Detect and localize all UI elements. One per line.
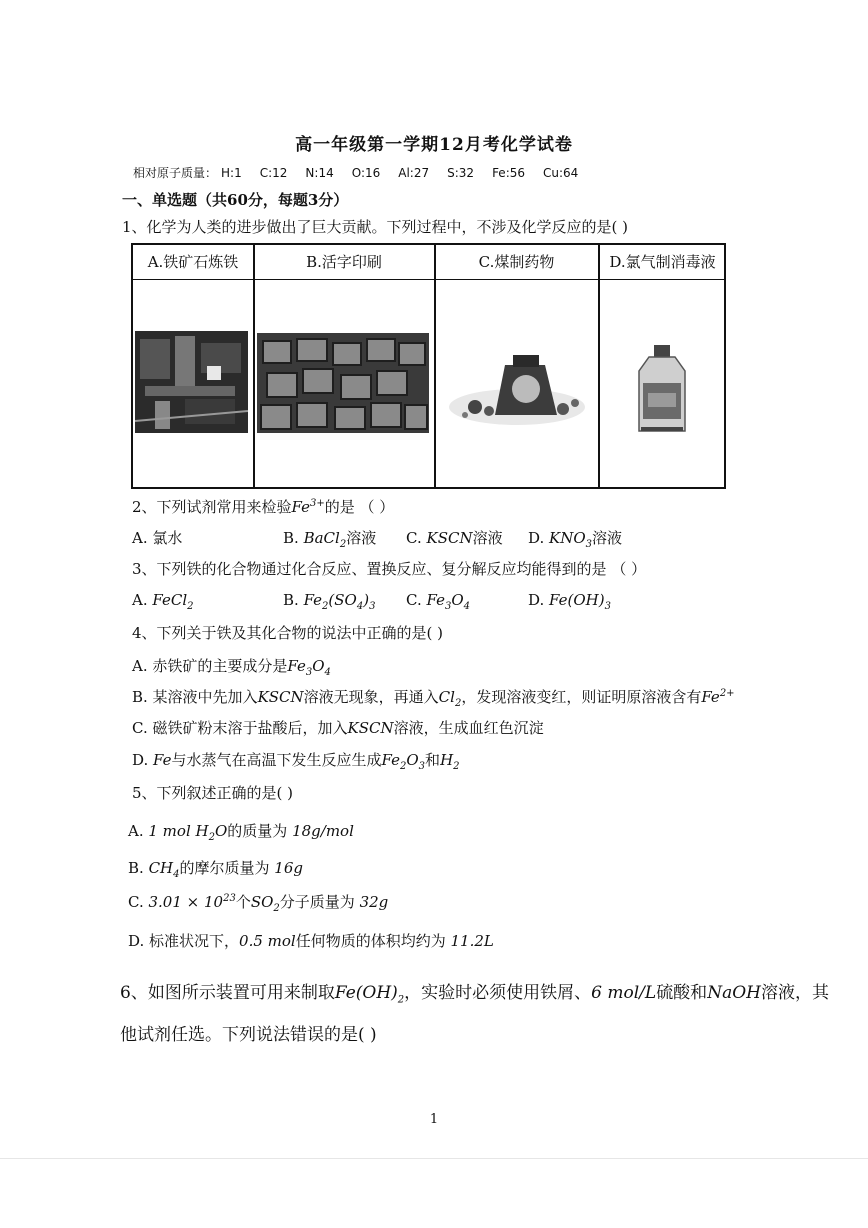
formula: Fe [153,751,172,769]
option-b [132,686,735,709]
option-label: C. [128,893,149,911]
option-text: 分子质量为 [279,893,360,911]
formula: NaOH [707,983,761,1003]
formula: Fe [701,688,720,706]
option-b [283,591,375,612]
formula: Fe [303,591,323,609]
formula: 3.01 × 10 [148,893,224,911]
option-c [406,527,503,548]
formula: CH [148,859,174,877]
option-c [406,591,470,612]
formula: KNO [549,529,586,547]
subscript: 2 [322,601,329,612]
atomic-label: 相对原子质量： [133,166,218,180]
option-b-header: B.活字印刷 [306,253,382,271]
formula: KSCN [347,719,394,737]
subscript: 3 [369,601,376,612]
formula: 32g [359,893,389,911]
question-1-table [131,243,726,489]
formula: KSCN [426,529,473,547]
formula: KSCN [257,688,304,706]
formula: 6 mol/L [591,983,657,1003]
option-label: A. [128,822,149,840]
table-divider [434,245,436,487]
option-a [132,591,194,612]
formula: O [451,591,464,609]
option-text: 溶液 [592,529,623,547]
subscript: 2 [208,832,215,843]
page-number: 1 [429,1112,439,1127]
coal-medicine-image [445,345,590,435]
subscript: 2 [273,903,280,914]
subscript: 3 [604,601,611,612]
atomic-mass: Cu:64 [543,166,579,180]
charge: 2+ [719,688,735,699]
atomic-mass: C:12 [259,166,288,180]
exponent: 23 [223,893,236,904]
option-c-header: C.煤制药物 [478,253,555,271]
formula: O [214,822,228,840]
option-label: B. [128,859,149,877]
option-label: B. [283,591,304,609]
option-d-header: D.氯气制消毒液 [609,253,716,271]
option-b [283,527,376,550]
option-d [528,527,622,550]
subscript: 3 [444,601,452,612]
subscript: 2 [339,539,347,550]
subscript: 2 [187,601,194,612]
option-label: D. [132,751,154,769]
option-text: 与水蒸气在高温下发生反应生成 [171,751,382,769]
option-text: D. 标准状况下， [128,932,240,950]
stem-text: ，实验时必须使用铁屑、 [404,983,592,1003]
option-label: C. [406,529,427,547]
atomic-mass: Al:27 [398,166,430,180]
formula: Fe [287,657,306,675]
exam-title: 高一年级第一学期12月考化学试卷 [295,135,573,155]
option-text: 任何物质的体积均约为 [295,932,451,950]
option-text: A. 赤铁矿的主要成分是 [132,657,288,675]
subscript: 4 [356,601,364,612]
atomic-mass: H:1 [221,166,242,180]
subscript: 2 [454,698,462,709]
subscript: 3 [305,667,313,678]
subscript: 3 [418,761,426,772]
subscript: 4 [324,667,331,678]
stem-text: 2、下列试剂常用来检验 [132,498,292,516]
option-label: D. [528,529,550,547]
formula: SO [250,893,274,911]
stem-text: 的是 （ ） [324,498,395,516]
option-text: ，发现溶液变红，则证明原溶液含有 [461,688,702,706]
formula: 16g [274,859,303,877]
formula: H [440,751,454,769]
formula: 11.2L [450,932,494,950]
atomic-mass: S:32 [447,166,475,180]
subscript: 4 [173,869,180,880]
option-text: 溶液 [346,529,377,547]
option-a [128,820,354,843]
formula: BaCl [303,529,340,547]
atomic-mass: N:14 [305,166,334,180]
option-label: A. [132,591,153,609]
option-text: C. 磁铁矿粉末溶于盐酸后，加入 [132,719,348,737]
subscript: 2 [397,994,405,1006]
question-2-stem [132,496,394,517]
option-text: B. 某溶液中先加入 [132,688,258,706]
question-1-stem: 1、化学为人类的进步做出了巨大贡献。下列过程中，不涉及化学反应的是( ) [122,218,629,236]
option-d [128,930,494,951]
movable-type-image [257,333,429,433]
option-text: 溶液，生成血红色沉淀 [393,719,544,737]
option-c [128,891,388,914]
formula: Fe [291,498,311,516]
subscript: 4 [463,601,471,612]
section-heading: 一、单选题（共60分，每题3分） [122,191,349,209]
option-text: 溶液 [472,529,503,547]
atomic-masses-line [133,164,596,181]
option-d [132,749,460,772]
question-6-stem-line-1 [120,978,829,1005]
question-5-stem: 5、下列叙述正确的是( ) [132,784,294,802]
option-text: 的质量为 [227,822,293,840]
option-a: A. 氯水 [132,529,183,547]
formula: Fe(OH) [334,983,398,1003]
subscript: 3 [585,539,593,550]
option-a-header: A.铁矿石炼铁 [147,253,239,271]
formula: Cl [438,688,455,706]
atomic-mass: O:16 [351,166,381,180]
option-c [132,717,544,738]
formula: 1 mol [148,822,196,840]
option-a [132,655,331,678]
formula: 0.5 mol [239,932,296,950]
option-b [128,857,303,880]
formula: H [195,822,209,840]
formula: O [406,751,419,769]
formula: FeCl [152,591,188,609]
page-bottom-edge [0,1158,868,1159]
option-label: B. [283,529,304,547]
subscript: 2 [399,761,407,772]
formula: ) [363,591,370,609]
stem-text: 溶液，其 [760,983,829,1003]
option-d [528,591,611,612]
formula: Fe(OH) [549,591,605,609]
option-label: C. [406,591,427,609]
disinfectant-bottle-image [635,343,691,435]
option-text: 和 [425,751,441,769]
formula: (SO [328,591,357,609]
stem-text: 硫酸和 [656,983,708,1003]
question-3-stem: 3、下列铁的化合物通过化合反应、置换反应、复分解反应均能得到的是 （ ） [132,560,647,578]
option-label: D. [528,591,550,609]
table-divider [598,245,600,487]
question-6-stem-line-2: 他试剂任选。下列说法错误的是( ) [120,1025,377,1045]
atomic-mass: Fe:56 [492,166,526,180]
formula: Fe [426,591,445,609]
stem-text: 6、如图所示装置可用来制取 [120,983,335,1003]
question-4-stem: 4、下列关于铁及其化合物的说法中正确的是( ) [132,624,444,642]
subscript: 2 [453,761,460,772]
option-text: 的摩尔质量为 [179,859,275,877]
option-text: 个 [235,893,251,911]
formula: Fe [381,751,400,769]
iron-smelting-image [135,331,248,433]
table-divider [253,245,255,487]
option-text: 溶液无现象，再通入 [303,688,439,706]
charge: 3+ [310,498,325,509]
formula: O [312,657,325,675]
formula: 18g/mol [292,822,354,840]
